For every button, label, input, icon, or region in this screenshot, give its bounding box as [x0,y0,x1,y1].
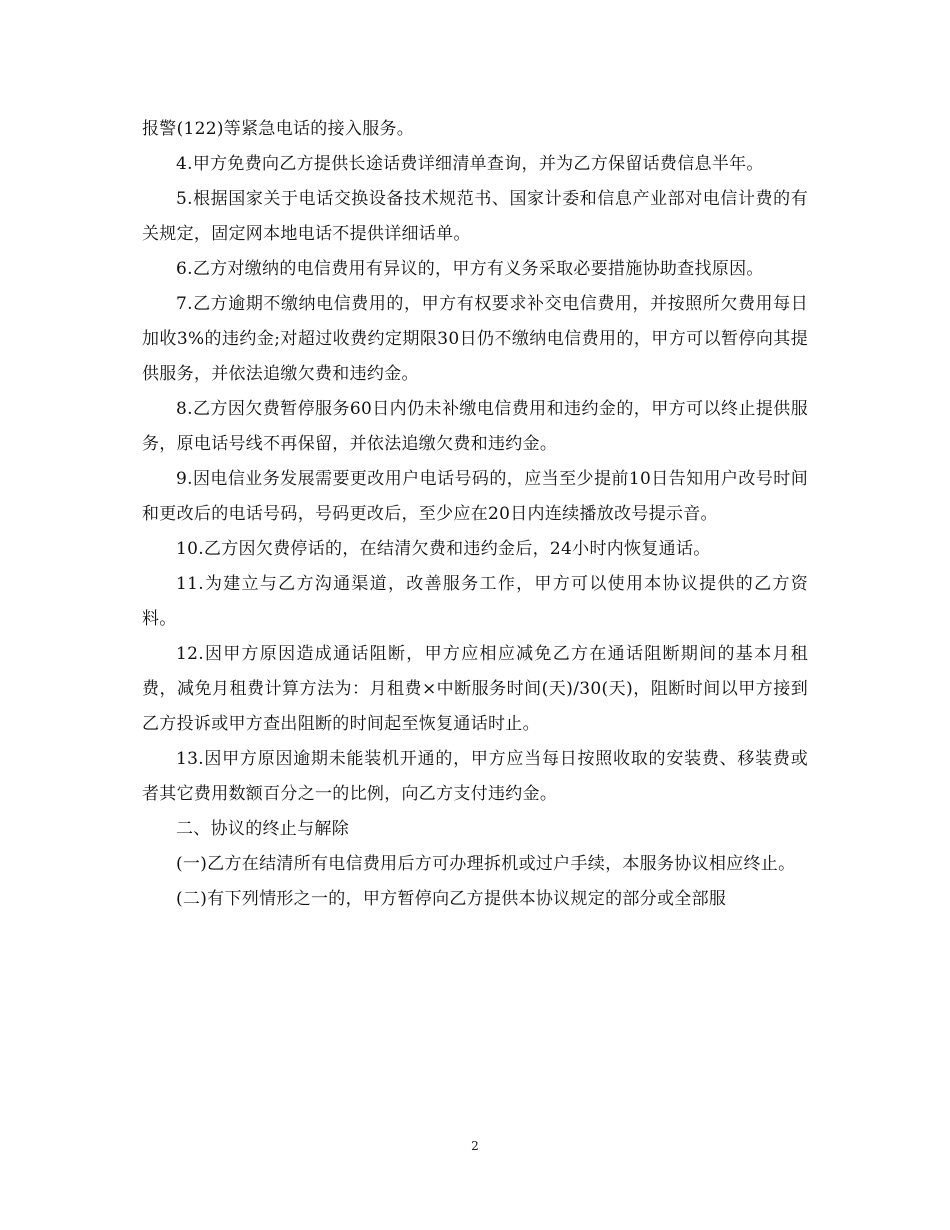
paragraph-item-9: 9.因电信业务发展需要更改用户电话号码的，应当至少提前10日告知用户改号时间和更改后的电话号码，号码更改后，至少应在20日内连续播放改号提示音。 [142,469,808,524]
paragraph-item-13: 13.因甲方原因逾期未能装机开通的，甲方应当每日按照收取的安装费、移装费或者其它费用数额百分之一的比例，向乙方支付违约金。 [142,749,808,804]
paragraph-item-5: 5.根据国家关于电话交换设备技术规范书、国家计委和信息产业部对电信计费的有关规定，固定网本地电话不提供详细话单。 [142,189,808,244]
paragraph-item-11: 11.为建立与乙方沟通渠道，改善服务工作，甲方可以使用本协议提供的乙方资料。 [142,574,808,629]
paragraph-continuation: 报警(122)等紧急电话的接入服务。 [142,119,415,139]
paragraph-item-6: 6.乙方对缴纳的电信费用有异议的，甲方有义务采取必要措施协助查找原因。 [176,259,764,279]
paragraph-item-10: 10.乙方因欠费停话的，在结清欠费和违约金后，24小时内恢复通话。 [176,539,711,559]
paragraph-item-7: 7.乙方逾期不缴纳电信费用的，甲方有权要求补交电信费用，并按照所欠费用每日加收3%的违约金;对超过收费约定期限30日仍不缴纳电信费用的，甲方可以暂停向其提供服务，并依法追缴欠费和违约金。 [142,294,808,384]
section-heading-termination: 二、协议的终止与解除 [176,819,349,839]
paragraph-item-4: 4.甲方免费向乙方提供长途话费详细清单查询，并为乙方保留话费信息半年。 [176,154,764,174]
paragraph-clause-2: (二)有下列情形之一的，甲方暂停向乙方提供本协议规定的部分或全部服 [176,889,727,909]
paragraph-clause-1: (一)乙方在结清所有电信费用后方可办理拆机或过户手续，本服务协议相应终止。 [176,854,796,874]
paragraph-item-8: 8.乙方因欠费暂停服务60日内仍未补缴电信费用和违约金的，甲方可以终止提供服务，原电话号线不再保留，并依法追缴欠费和违约金。 [142,399,808,454]
page-number: 2 [471,1139,479,1153]
paragraph-item-12: 12.因甲方原因造成通话阻断，甲方应相应减免乙方在通话阻断期间的基本月租费，减免月租费计算方法为：月租费×中断服务时间(天)/30(天)，阻断时间以甲方接到乙方投诉或甲方查出阻断的时间起至恢复通话时止。 [142,644,808,734]
